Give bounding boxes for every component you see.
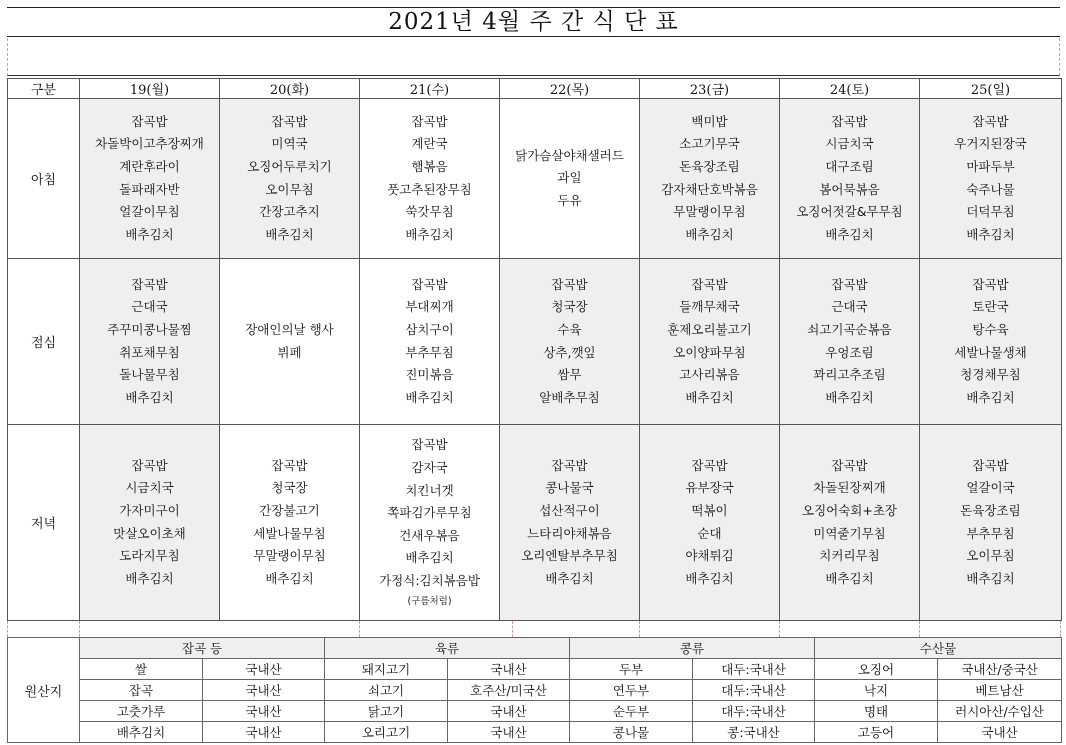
menu-item: 시금치국	[825, 136, 874, 152]
origin-country: 베트남산	[938, 680, 1062, 701]
menu-item: 무말랭이무침	[253, 548, 326, 564]
menu-item: 잡곡밥	[271, 113, 308, 129]
header-day: 23(금)	[640, 79, 780, 99]
menu-item: 잡곡밥	[972, 113, 1009, 129]
meal-row-dinner	[8, 425, 1062, 621]
menu-item: 배추김치	[125, 570, 174, 586]
meal-label: 점심	[8, 259, 80, 425]
menu-item: 고사리볶음	[679, 367, 740, 383]
menu-item: 떡볶이	[691, 502, 728, 518]
menu-item: 진미볶음	[405, 367, 454, 383]
origin-country: 국내산	[448, 659, 570, 680]
menu-item: 세발나물생채	[954, 344, 1027, 360]
menu-item: 풋고추된장무침	[387, 181, 472, 197]
menu-item: 차돌된장찌개	[813, 480, 886, 496]
menu-item: 배추김치	[265, 570, 314, 586]
menu-item: 잡곡밥	[972, 457, 1009, 473]
origin-country: 국내산	[203, 701, 325, 722]
menu-item: 잡곡밥	[131, 457, 168, 473]
header-category: 구분	[8, 79, 80, 99]
origin-item: 명태	[815, 701, 938, 722]
header-row	[8, 79, 1062, 99]
menu-item: 잡곡밥	[411, 437, 448, 453]
menu-item: 잡곡밥	[691, 457, 728, 473]
menu-cell	[780, 425, 920, 621]
menu-cell	[920, 259, 1062, 425]
menu-item: 순대	[697, 525, 722, 541]
origin-table	[7, 637, 1062, 743]
menu-item: 주꾸미콩나물찜	[107, 321, 192, 337]
menu-item: 취포채무침	[119, 344, 180, 360]
origin-item: 쌀	[80, 659, 203, 680]
menu-item: 청국장	[271, 480, 308, 496]
origin-group-header: 수산물	[815, 638, 1062, 659]
menu-cell	[80, 99, 220, 259]
menu-item: 삼치구이	[405, 321, 454, 337]
menu-item: 계란후라이	[119, 158, 180, 174]
meal-row-breakfast	[8, 99, 1062, 259]
origin-country: 국내산	[938, 722, 1062, 743]
menu-item: 배추김치	[966, 226, 1015, 242]
menu-cell	[80, 425, 220, 621]
menu-item: 오이무침	[966, 548, 1015, 564]
menu-item: 세발나물무침	[253, 525, 326, 541]
menu-cell	[500, 425, 640, 621]
menu-item: 배추김치	[685, 389, 734, 405]
menu-item: 시금치국	[125, 480, 174, 496]
origin-country: 국내산	[448, 722, 570, 743]
menu-item: 잡곡밥	[131, 113, 168, 129]
menu-item: 감자채단호박볶음	[661, 181, 758, 197]
menu-item: 닭가슴살야채샐러드	[515, 147, 624, 163]
menu-item: 근대국	[831, 299, 868, 315]
menu-item: 돈육장조림	[679, 158, 740, 174]
menu-item: 숙주나물	[966, 181, 1015, 197]
origin-country: 국내산	[203, 659, 325, 680]
menu-item: 치커리무침	[819, 548, 880, 564]
menu-item: 소고기무국	[679, 136, 740, 152]
menu-item: 미역국	[271, 136, 308, 152]
menu-item: 배추김치	[825, 389, 874, 405]
menu-item: 훈제오리불고기	[667, 321, 752, 337]
origin-item: 고춧가루	[80, 701, 203, 722]
menu-item: 대구조림	[825, 158, 874, 174]
menu-item: 잡곡밥	[271, 457, 308, 473]
menu-item: 배추김치	[125, 226, 174, 242]
menu-item: 오이양파무침	[673, 344, 746, 360]
menu-item: 청국장	[551, 299, 588, 315]
origin-item: 두부	[570, 659, 693, 680]
origin-item: 낙지	[815, 680, 938, 701]
menu-item: 배추김치	[685, 570, 734, 586]
menu-item: 돌파래자반	[119, 181, 180, 197]
menu-item: 꽈리고추조림	[813, 367, 886, 383]
menu-item: 장애인의날 행사	[245, 321, 334, 337]
origin-row	[8, 722, 1062, 743]
menu-item: 과일	[557, 170, 582, 186]
menu-item: 두유	[557, 192, 582, 208]
menu-item: 잡곡밥	[131, 276, 168, 292]
origin-item: 연두부	[570, 680, 693, 701]
menu-item: 느타리야채볶음	[527, 525, 612, 541]
menu-cell	[360, 259, 500, 425]
menu-item: 얼갈이국	[966, 480, 1015, 496]
menu-item: 쑥갓무침	[405, 204, 454, 220]
menu-item: 알배추무침	[539, 389, 600, 405]
menu-item: 잡곡밥	[831, 457, 868, 473]
menu-item: 우거지된장국	[954, 136, 1027, 152]
menu-item: 배추김치	[966, 570, 1015, 586]
menu-item: 섭산적구이	[539, 502, 600, 518]
menu-item: 부대찌개	[405, 299, 454, 315]
menu-cell	[220, 425, 360, 621]
menu-item: 간장고추지	[259, 204, 320, 220]
spacer-row	[7, 621, 1061, 637]
menu-item: 유부장국	[685, 480, 734, 496]
header-day: 21(수)	[360, 79, 500, 99]
menu-item: 부추무침	[405, 344, 454, 360]
menu-item: 배추김치	[265, 226, 314, 242]
blank-row	[7, 38, 1060, 76]
menu-item: 백미밥	[691, 113, 728, 129]
menu-item: 마파두부	[966, 158, 1015, 174]
menu-item: 배추김치	[545, 570, 594, 586]
menu-item: 탕수육	[972, 321, 1009, 337]
origin-group-row	[8, 638, 1062, 659]
menu-item: 배추김치	[966, 389, 1015, 405]
menu-item: 쌈무	[557, 367, 582, 383]
menu-cell	[920, 425, 1062, 621]
origin-country: 콩:국내산	[693, 722, 815, 743]
origin-item: 오징어	[815, 659, 938, 680]
origin-row	[8, 659, 1062, 680]
menu-item: 야채튀김	[685, 548, 734, 564]
menu-item: 돌나물무침	[119, 367, 180, 383]
origin-country: 국내산	[203, 722, 325, 743]
menu-item: 가정식:김치볶음밥	[379, 572, 480, 588]
origin-item: 콩나물	[570, 722, 693, 743]
menu-item: 근대국	[131, 299, 168, 315]
menu-item: 쇠고기곡순볶음	[807, 321, 892, 337]
menu-item: 가자미구이	[119, 502, 180, 518]
menu-item: 차돌박이고추장찌개	[95, 136, 204, 152]
menu-item: 부추무침	[966, 525, 1015, 541]
menu-item: 배추김치	[405, 226, 454, 242]
origin-country: 대두:국내산	[693, 680, 815, 701]
origin-item: 잡곡	[80, 680, 203, 701]
menu-item: 배추김치	[685, 226, 734, 242]
meal-row-lunch	[8, 259, 1062, 425]
menu-item: 돈육장조림	[960, 502, 1021, 518]
menu-item: 상추,깻잎	[543, 344, 596, 360]
header-day: 24(토)	[780, 79, 920, 99]
menu-item: 얼갈이무침	[119, 204, 180, 220]
menu-item: 도라지무침	[119, 548, 180, 564]
menu-cell	[360, 99, 500, 259]
header-day: 20(화)	[220, 79, 360, 99]
menu-item: 계란국	[411, 136, 448, 152]
menu-item: 토란국	[972, 299, 1009, 315]
menu-cell	[360, 425, 500, 621]
menu-item: 오징어숙회+초장	[802, 502, 897, 518]
menu-item: 잡곡밥	[831, 276, 868, 292]
origin-country: 대두:국내산	[693, 701, 815, 722]
menu-cell	[500, 259, 640, 425]
origin-country: 국내산/중국산	[938, 659, 1062, 680]
origin-country: 국내산	[448, 701, 570, 722]
menu-item: 맛살오이초채	[113, 525, 186, 541]
menu-item: 오징어젓갈&무무침	[796, 204, 903, 220]
menu-item: 들깨무채국	[679, 299, 740, 315]
origin-item: 오리고기	[325, 722, 448, 743]
menu-item: 배추김치	[125, 389, 174, 405]
menu-item: 배추김치	[825, 570, 874, 586]
weekly-menu-table	[7, 78, 1062, 621]
header-day: 22(목)	[500, 79, 640, 99]
menu-item: 햄볶음	[411, 158, 448, 174]
menu-item: 배추김치	[405, 389, 454, 405]
menu-item: 오징어두루치기	[247, 158, 332, 174]
menu-cell	[220, 259, 360, 425]
menu-item: 잡곡밥	[972, 276, 1009, 292]
origin-country: 대두:국내산	[693, 659, 815, 680]
origin-item: 쇠고기	[325, 680, 448, 701]
menu-item: 치킨너겟	[405, 482, 454, 498]
menu-cell	[640, 99, 780, 259]
menu-item: 오리엔탈부추무침	[521, 548, 618, 564]
menu-cell	[780, 99, 920, 259]
origin-label: 원산지	[8, 638, 80, 743]
origin-item: 배추김치	[80, 722, 203, 743]
menu-item: 잡곡밥	[551, 457, 588, 473]
menu-item: 수육	[557, 321, 582, 337]
menu-item: 잡곡밥	[411, 113, 448, 129]
menu-item: 더덕무침	[966, 204, 1015, 220]
menu-cell	[500, 99, 640, 259]
menu-item: 미역줄기무침	[813, 525, 886, 541]
origin-item: 고등어	[815, 722, 938, 743]
origin-item: 돼지고기	[325, 659, 448, 680]
menu-item: 간장불고기	[259, 502, 320, 518]
meal-label: 저녁	[8, 425, 80, 621]
origin-group-header: 잡곡 등	[80, 638, 325, 659]
menu-cell	[920, 99, 1062, 259]
menu-item: 건새우볶음	[399, 527, 460, 543]
origin-row	[8, 680, 1062, 701]
origin-country: 호주산/미국산	[448, 680, 570, 701]
menu-item: 뷔페	[277, 344, 302, 360]
menu-item: 무말랭이무침	[673, 204, 746, 220]
origin-row	[8, 701, 1062, 722]
menu-cell	[80, 259, 220, 425]
menu-item: 봄어묵볶음	[819, 181, 880, 197]
page-title: 2021년 4월 주 간 식 단 표	[7, 7, 1060, 37]
origin-group-header: 콩류	[570, 638, 815, 659]
header-day: 19(월)	[80, 79, 220, 99]
menu-cell	[220, 99, 360, 259]
menu-item: 배추김치	[405, 550, 454, 566]
menu-cell	[640, 259, 780, 425]
header-day: 25(일)	[920, 79, 1062, 99]
origin-item: 닭고기	[325, 701, 448, 722]
menu-item: 잡곡밥	[411, 276, 448, 292]
menu-item: 쪽파김가루무침	[387, 505, 472, 521]
menu-item: 감자국	[411, 460, 448, 476]
menu-item: 오이무침	[265, 181, 314, 197]
menu-item: 우엉조림	[825, 344, 874, 360]
menu-cell	[640, 425, 780, 621]
menu-cell	[780, 259, 920, 425]
origin-country: 러시아산/수입산	[938, 701, 1062, 722]
origin-group-header: 육류	[325, 638, 570, 659]
menu-item: 배추김치	[825, 226, 874, 242]
origin-country: 국내산	[203, 680, 325, 701]
menu-item: 잡곡밥	[831, 113, 868, 129]
menu-item: 콩나물국	[545, 480, 594, 496]
menu-item: 청경채무침	[960, 367, 1021, 383]
origin-item: 순두부	[570, 701, 693, 722]
meal-label: 아침	[8, 99, 80, 259]
menu-item: 잡곡밥	[551, 276, 588, 292]
menu-item: 잡곡밥	[691, 276, 728, 292]
menu-note: (구름처럼)	[407, 595, 452, 607]
